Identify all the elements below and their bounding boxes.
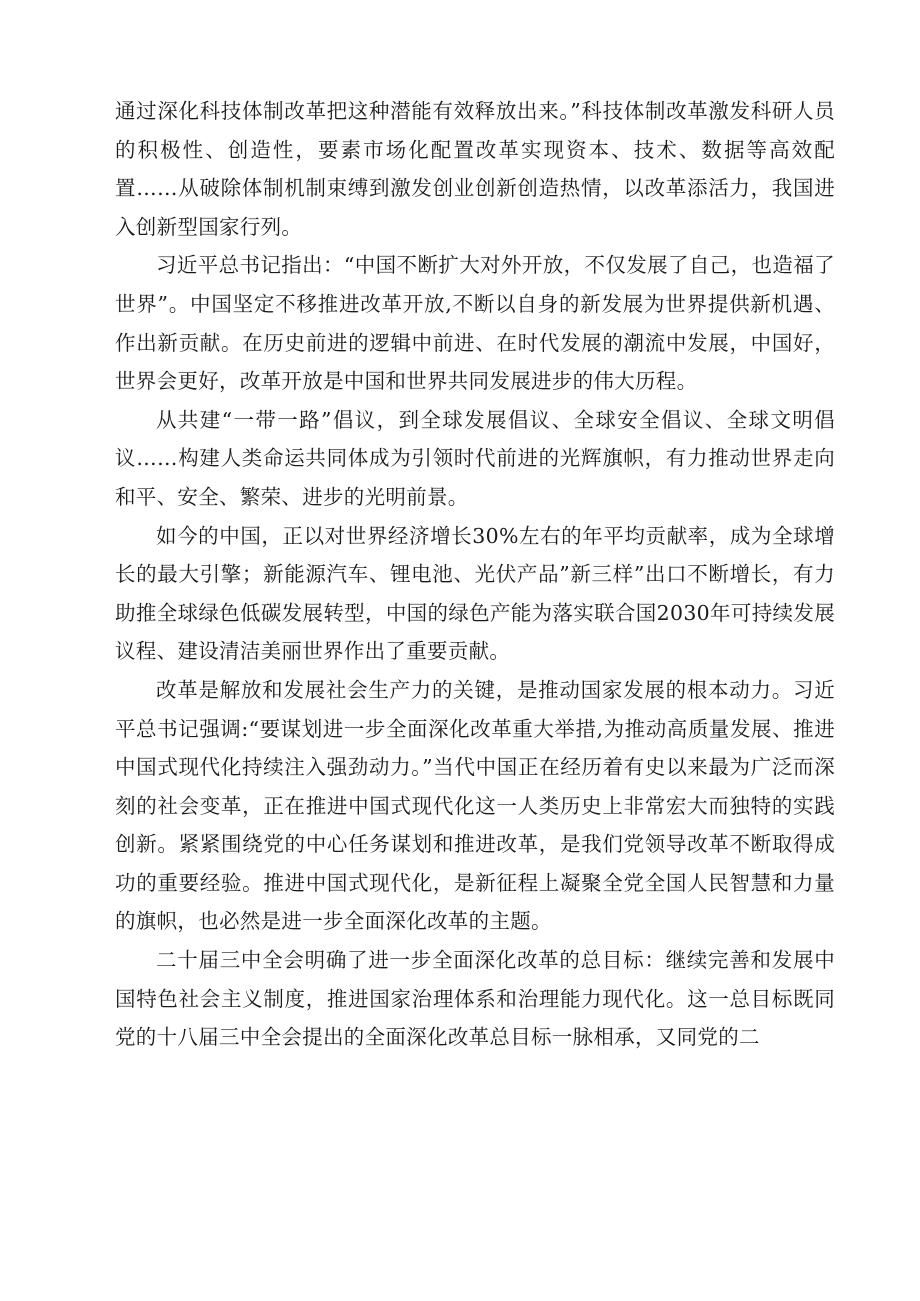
paragraph-1: 通过深化科技体制改革把这种潜能有效释放出来。”科技体制改革激发科研人员的积极性、创造性，要素市场化配置改革实现资本、技术、数据等高效配置……从破除体制机制束缚到激发创业创新创造热情，以改革添活力，我国进入创新型国家行列。	[115, 99, 835, 239]
paragraph-4: 如今的中国，正以对世界经济增长30%左右的年平均贡献率，成为全球增长的最大引擎；新能源汽车、锂电池、光伏产品”新三样”出口不断增长，有力助推全球绿色低碳发展转型，中国的绿色产能为落实联合国2030年可持续发展议程、建设清洁美丽世界作出了重要贡献。	[115, 523, 835, 664]
document-body	[115, 92, 835, 1057]
paragraph-2: 习近平总书记指出：“中国不断扩大对外开放，不仅发展了自己，也造福了世界”。中国坚定不移推进改革开放,不断以自身的新发展为世界提供新机遇、作出新贡献。在历史前进的逻辑中前进、在时代发展的潮流中发展，中国好，世界会更好，改革开放是中国和世界共同发展进步的伟大历程。	[115, 253, 835, 394]
paragraph-3: 从共建“一带一路”倡议，到全球发展倡议、全球安全倡议、全球文明倡议……构建人类命运共同体成为引领时代前进的光辉旗帜，有力推动世界走向和平、安全、繁荣、进步的光明前景。	[115, 407, 835, 509]
paragraph-6: 二十届三中全会明确了进一步全面深化改革的总目标：继续完善和发展中国特色社会主义制度，推进国家治理体系和治理能力现代化。这一总目标既同党的十八届三中全会提出的全面深化改革总目标一脉相承，又同党的二	[115, 948, 835, 1050]
paragraph-5: 改革是解放和发展社会生产力的关键，是推动国家发展的根本动力。习近平总书记强调:“要谋划进一步全面深化改革重大举措,为推动高质量发展、推进中国式现代化持续注入强劲动力。”当代中国正在经历着有史以来最为广泛而深刻的社会变革，正在推进中国式现代化这一人类历史上非常宏大而独特的实践创新。紧紧围绕党的中心任务谋划和推进改革，是我们党领导改革不断取得成功的重要经验。推进中国式现代化，是新征程上凝聚全党全国人民智慧和力量的旗帜，也必然是进一步全面深化改革的主题。	[115, 677, 835, 934]
